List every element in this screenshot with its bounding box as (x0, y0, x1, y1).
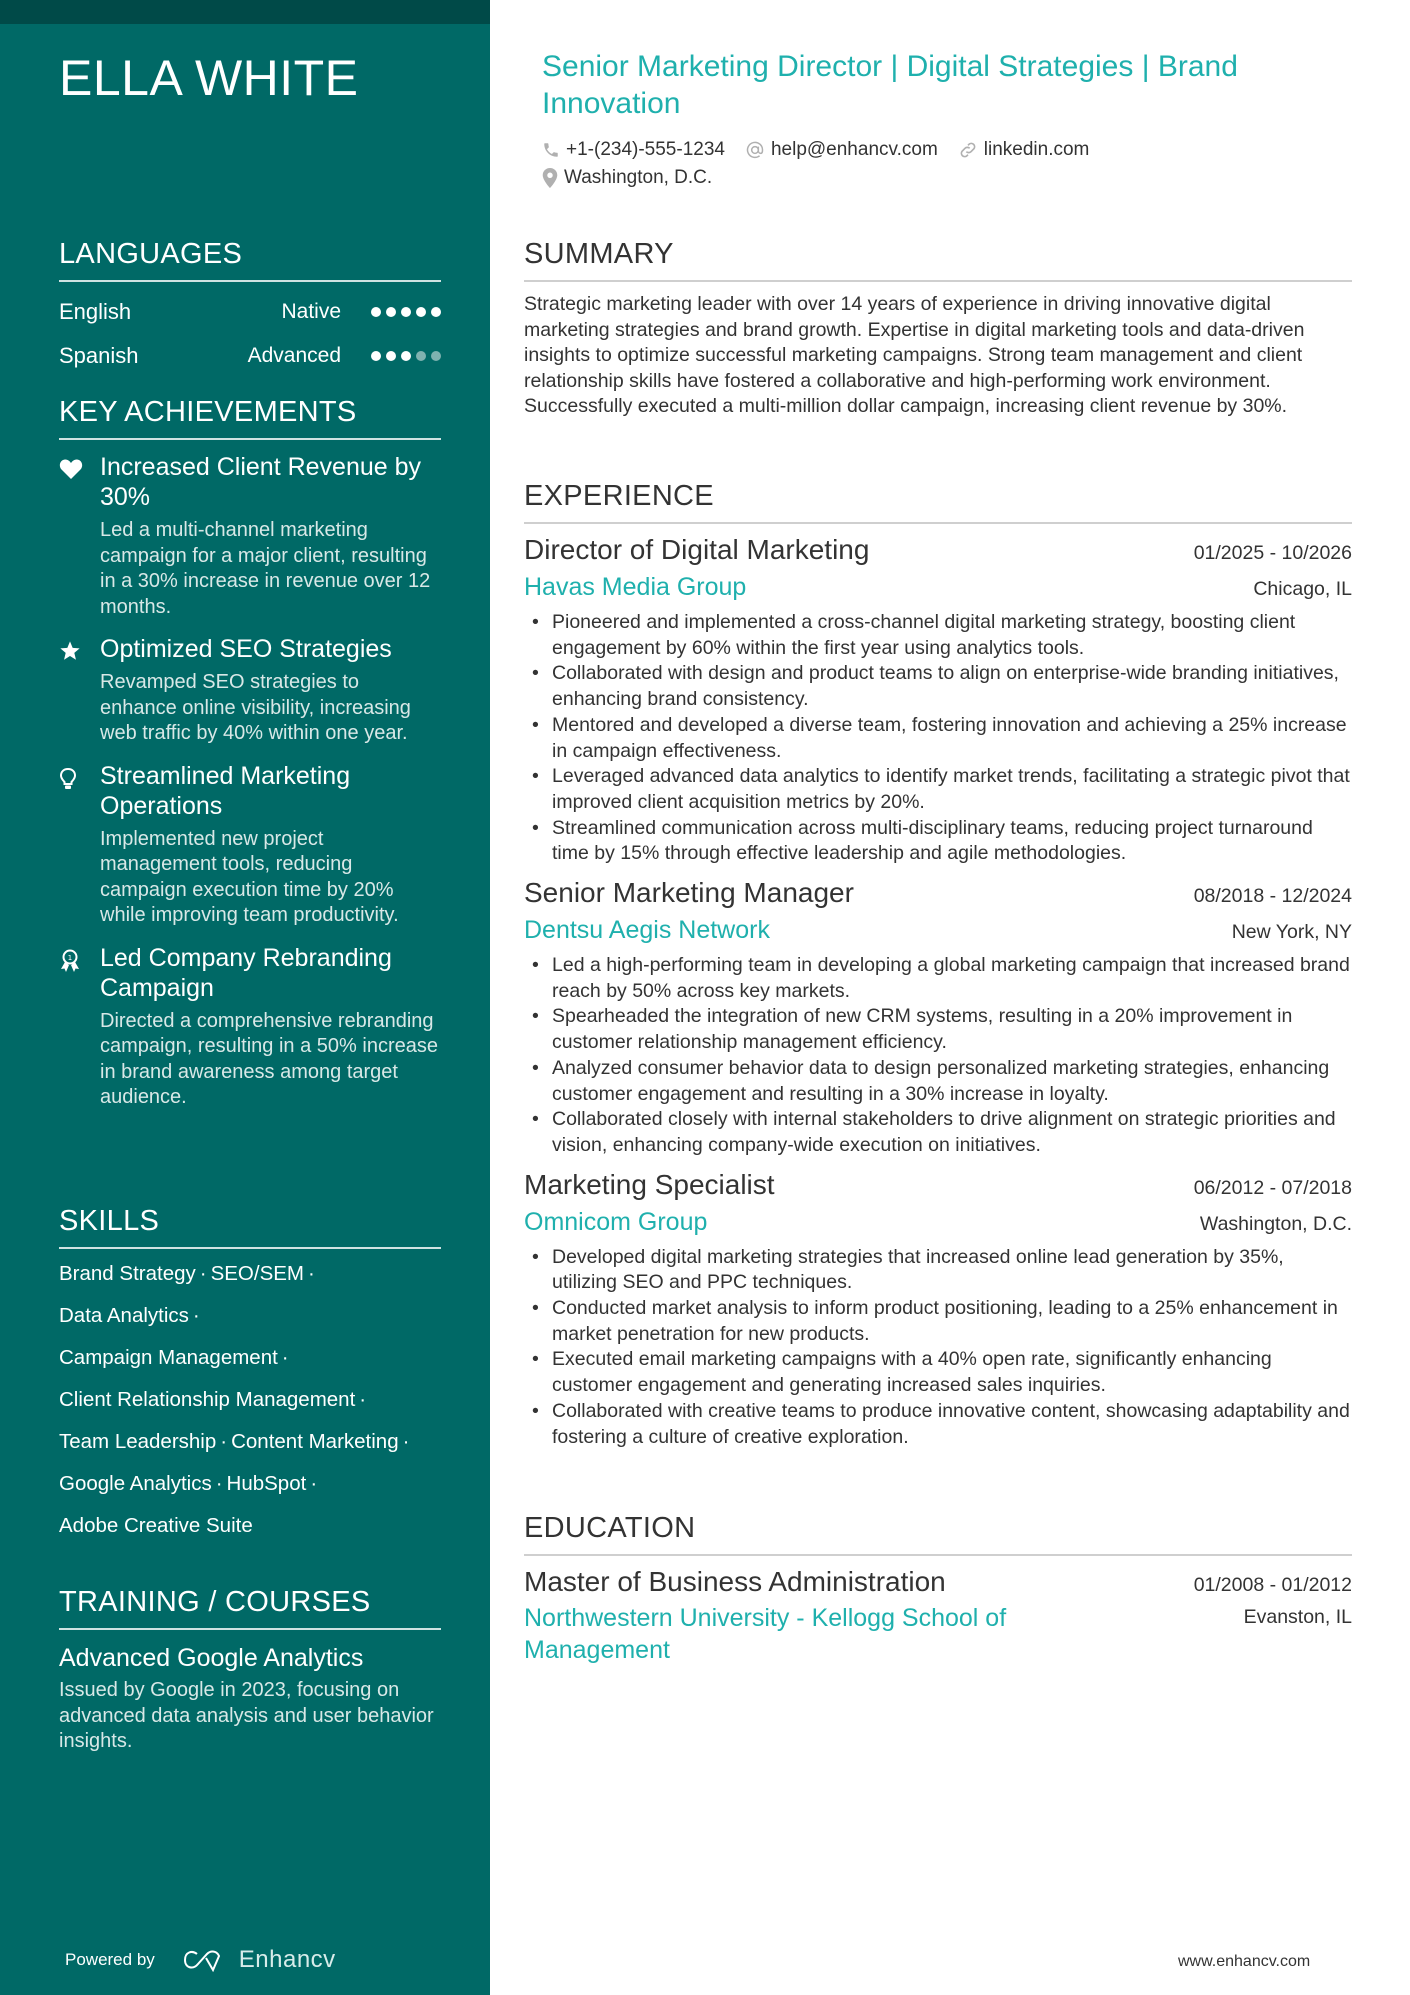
headline: Senior Marketing Director | Digital Strategies | Brand Innovation (542, 50, 1238, 120)
achievement-title: Increased Client Revenue by 30% (100, 453, 422, 511)
language-level: Advanced (247, 344, 341, 367)
achievement-title: Led Company Rebranding Campaign (100, 943, 392, 1002)
link-icon (958, 140, 978, 160)
training-section (59, 1584, 441, 1755)
enhancv-logo (183, 1946, 336, 1974)
powered-by-label: Powered by (65, 1950, 155, 1969)
link-url: linkedin.com (983, 139, 1090, 160)
dot-empty-icon (431, 351, 441, 361)
phone-number: +1-(234)-555-1234 (566, 139, 725, 160)
dot-filled-icon (386, 351, 396, 361)
achievements-heading: KEY ACHIEVEMENTS (59, 394, 441, 440)
location-contact (542, 167, 712, 189)
languages-heading: LANGUAGES (59, 236, 441, 282)
bullet-item: • Leveraged advanced data analytics to identify market trends, facilitating a strategic pivot that improved client acquisition metrics by 20%. (524, 764, 1352, 815)
svg-text:1: 1 (67, 953, 73, 962)
course-title: Advanced Google Analytics (59, 1644, 364, 1672)
candidate-name: ELLA WHITE (59, 50, 359, 106)
skill-separator: · (192, 1304, 200, 1327)
skill-tag: Campaign Management (59, 1346, 278, 1369)
skill-line (59, 1505, 441, 1547)
degree-title: Master of Business Administration (524, 1566, 946, 1597)
achievement-item (59, 452, 441, 620)
lightbulb-icon (59, 761, 100, 929)
skill-tag: Brand Strategy (59, 1262, 196, 1285)
dot-filled-icon (386, 307, 396, 317)
powered-by (65, 1946, 336, 1974)
achievement-title: Optimized SEO Strategies (100, 635, 392, 663)
language-row (59, 334, 441, 378)
skill-separator: · (310, 1472, 318, 1495)
bullet-item: • Developed digital marketing strategies that increased online lead generation by 35%, utilizing SEO and PPC techniques. (524, 1245, 1352, 1296)
enhancv-logo-icon (183, 1948, 229, 1972)
education-entry (524, 1562, 1352, 1666)
language-level: Native (281, 300, 341, 323)
dot-filled-icon (371, 351, 381, 361)
language-row (59, 290, 441, 334)
dot-filled-icon (371, 307, 381, 317)
proficiency-dots (371, 351, 441, 361)
job-dates: 01/2025 - 10/2026 (1193, 542, 1352, 564)
location-text: Washington, D.C. (564, 167, 713, 188)
phone-icon (542, 141, 560, 159)
skill-separator: · (199, 1262, 207, 1285)
education-heading: EDUCATION (524, 1510, 1352, 1556)
bullet-item: • Analyzed consumer behavior data to design personalized marketing strategies, enhancing customer engagement and resulting in a 30% increase in loyalty. (524, 1056, 1352, 1107)
proficiency-dots (371, 307, 441, 317)
skills-heading: SKILLS (59, 1203, 441, 1249)
skill-line (59, 1421, 441, 1463)
dot-empty-icon (416, 351, 426, 361)
job-company: Dentsu Aegis Network (524, 916, 770, 945)
contact-info (542, 136, 1342, 192)
skill-tag: SEO/SEM (210, 1262, 304, 1285)
experience-section (524, 478, 1352, 1456)
award-ribbon-icon (59, 943, 100, 1111)
achievement-item (59, 943, 441, 1111)
skill-line (59, 1253, 441, 1295)
skill-tag: Google Analytics (59, 1472, 212, 1495)
summary-section (524, 236, 1352, 420)
skill-separator: · (359, 1388, 367, 1411)
skill-tag: HubSpot (226, 1472, 307, 1495)
skill-tag: Data Analytics (59, 1304, 189, 1327)
at-sign-icon (745, 140, 765, 160)
achievements-section (59, 394, 441, 1125)
education-dates: 01/2008 - 01/2012 (1193, 1574, 1352, 1596)
course-description: Issued by Google in 2023, focusing on advanced data analysis and user behavior insights. (59, 1679, 434, 1752)
dot-filled-icon (401, 351, 411, 361)
skill-tag: Team Leadership (59, 1430, 217, 1453)
skill-tag: Client Relationship Management (59, 1388, 356, 1411)
job-company: Omnicom Group (524, 1207, 708, 1236)
job-location: Washington, D.C. (1199, 1212, 1352, 1235)
achievement-description: Led a multi-channel marketing campaign for a major client, resulting in a 30% increase in revenue over 12 months. (100, 519, 431, 618)
job-dates: 08/2018 - 12/2024 (1193, 885, 1352, 908)
bullet-item: • Led a high-performing team in developing a global marketing campaign that increased brand reach by 50% across key markets. (524, 953, 1352, 1004)
education-location: Evanston, IL (1243, 1606, 1352, 1628)
star-icon (59, 634, 100, 747)
bullet-item: • Streamlined communication across multi-disciplinary teams, reducing project turnaround time by 15% through effective leadership and agile methodologies. (524, 816, 1352, 867)
achievement-description: Revamped SEO strategies to enhance online visibility, increasing web traffic by 40% within one year. (100, 671, 411, 744)
skill-line (59, 1295, 441, 1337)
summary-text: Strategic marketing leader with over 14 years of experience in driving innovative digital marketing strategies and brand growth. Expertise in digital marketing tools and data-driven insights to optimize successful marketing campaigns. Strong team management and client relationship skills have fostered a collaborative and high-performing work environment. Successfully executed a multi-million dollar campaign, increasing client revenue by 30%. (524, 293, 1305, 417)
job-title: Marketing Specialist (524, 1168, 775, 1200)
achievement-item (59, 634, 441, 747)
bullet-item: • Collaborated with creative teams to produce innovative content, showcasing adaptability and fostering a culture of creative exploration. (524, 1399, 1352, 1450)
training-heading: TRAINING / COURSES (59, 1584, 441, 1630)
bullet-item: • Spearheaded the integration of new CRM systems, resulting in a 20% improvement in customer relationship management efficiency. (524, 1004, 1352, 1055)
skill-separator: · (308, 1262, 315, 1285)
language-name: English (59, 299, 132, 324)
achievement-description: Directed a comprehensive rebranding campaign, resulting in a 50% increase in brand awareness among target audience. (100, 1009, 438, 1108)
bullet-item: • Mentored and developed a diverse team, fostering innovation and achieving a 25% increase in campaign effectiveness. (524, 713, 1352, 764)
job-title: Senior Marketing Manager (524, 877, 854, 909)
summary-heading: SUMMARY (524, 236, 1352, 282)
dot-filled-icon (401, 307, 411, 317)
job-dates: 06/2012 - 07/2018 (1193, 1176, 1352, 1199)
skill-separator: · (220, 1430, 228, 1453)
skill-tag: Content Marketing (231, 1430, 399, 1453)
job-company: Havas Media Group (524, 573, 747, 601)
achievement-description: Implemented new project management tools, reducing campaign execution time by 20% while improving team productivity. (100, 827, 399, 926)
achievement-item (59, 761, 441, 929)
sidebar-top-band (0, 0, 490, 24)
skill-separator: · (281, 1346, 289, 1369)
school-name: Northwestern University - Kellogg School of Management (524, 1604, 1007, 1664)
job-entry (524, 1165, 1352, 1451)
language-name: Spanish (59, 343, 139, 368)
heart-icon (59, 452, 100, 620)
phone-contact[interactable] (542, 139, 725, 161)
job-bullets (524, 1245, 1352, 1451)
bullet-item: • Executed email marketing campaigns with a 40% open rate, significantly enhancing customer engagement and generating increased sales inquiries. (524, 1347, 1352, 1398)
bullet-item: • Collaborated closely with internal stakeholders to drive alignment on strategic priorities and vision, enhancing company-wide execution on initiatives. (524, 1107, 1352, 1158)
job-title: Director of Digital Marketing (524, 534, 870, 565)
enhancv-brand: Enhancv (238, 1946, 336, 1973)
skills-section (59, 1203, 441, 1547)
location-pin-icon (542, 168, 558, 188)
bullet-item: • Pioneered and implemented a cross-channel digital marketing strategy, boosting client engagement by 60% within the first year using analytics tools. (524, 610, 1352, 661)
skill-separator: · (215, 1472, 223, 1495)
sidebar (0, 0, 490, 1995)
skill-line (59, 1337, 441, 1379)
skill-line (59, 1379, 441, 1421)
job-location: Chicago, IL (1253, 578, 1352, 600)
email-contact[interactable] (745, 139, 938, 161)
footer-url[interactable]: www.enhancv.com (1178, 1953, 1311, 1970)
job-bullets (524, 953, 1352, 1159)
dot-filled-icon (416, 307, 426, 317)
job-bullets (524, 610, 1352, 867)
bullet-item: • Conducted market analysis to inform product positioning, leading to a 25% enhancement in market penetration for new products. (524, 1296, 1352, 1347)
bullet-item: • Collaborated with design and product teams to align on enterprise-wide branding initiatives, enhancing brand consistency. (524, 661, 1352, 712)
skill-tag: Adobe Creative Suite (59, 1514, 253, 1537)
job-entry (524, 873, 1352, 1159)
skill-separator: · (402, 1430, 410, 1453)
experience-heading: EXPERIENCE (524, 478, 1352, 524)
email-address: help@enhancv.com (770, 139, 938, 160)
achievement-title: Streamlined Marketing Operations (100, 761, 351, 820)
skill-line (59, 1463, 441, 1505)
education-section (524, 1510, 1352, 1672)
link-contact[interactable] (958, 139, 1090, 161)
dot-filled-icon (431, 307, 441, 317)
job-entry (524, 530, 1352, 867)
languages-section (59, 236, 441, 378)
job-location: New York, NY (1231, 921, 1352, 944)
